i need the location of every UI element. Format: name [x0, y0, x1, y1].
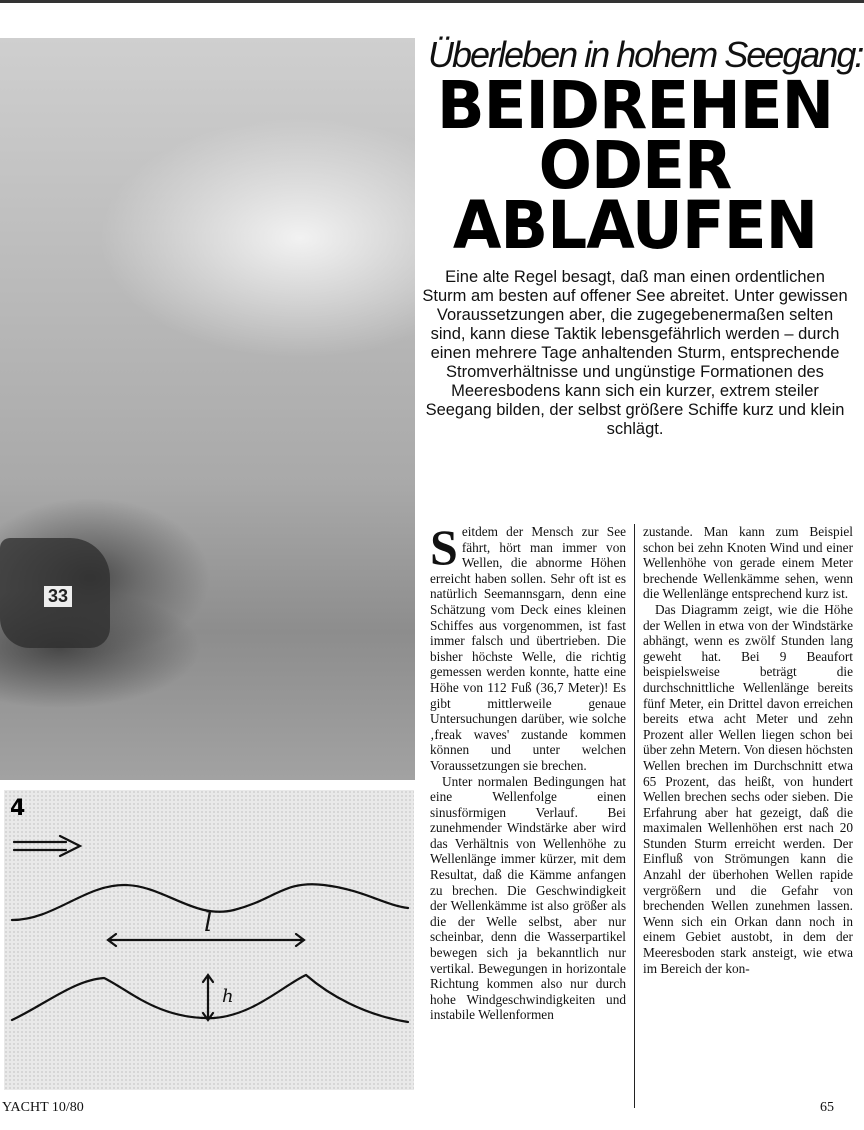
article-text: eitdem der Mensch zur See fährt, hört man immer von Wellen, die abnorme Höhen erreicht haben sollen. Sehr oft ist es natürlich Seemannsgarn, denn eine Schätzung vom Deck eines kleinen Schiffes aus vorgenommen, ist fast immer falsch und übertrieben. Die bisher höchste Welle, die richtig gemessen werden konnte, hatte eine Höhe von 112 Fuß (36,7 Meter)! Es gibt mittlerweile genaue Untersuchungen darüber, wie solche ‚freak waves' zustande kommen können und unter welchen Voraussetzungen sie brechen.: [430, 524, 626, 773]
kicker: Überleben in hohem Seegang:: [428, 34, 863, 75]
intro-paragraph: Eine alte Regel besagt, daß man einen ordentlichen Sturm am besten auf offener See abreitet. Unter gewissen Voraussetzungen aber, die zugegebenermaßen selten sind, kann diese Taktik lebensgefährlich werden – durch einen mehrere Tage anhaltenden Sturm, entsprechende Stromverhältnisse und ungünstige Formationen des Meeresbodens kann sich ein kurzer, extrem steiler Seegang bilden, der selbst größere Schiffe kurz und klein schlägt.: [422, 268, 848, 438]
article-column-2: [643, 524, 853, 976]
wave-diagram: [4, 790, 414, 1090]
article-paragraph: [430, 519, 626, 774]
height-label: h: [222, 986, 234, 1007]
article-paragraph: zustande. Man kann zum Beispiel schon bei zehn Knoten Wind und einer Wellenhöhe von gerade einem Meter brechende Wellenkämme sehen, wenn die Wellenlänge entsprechend kurz ist.: [643, 524, 853, 602]
wind-arrow-icon: [14, 836, 80, 856]
intro-text: [422, 268, 848, 439]
drop-cap: S: [430, 519, 458, 575]
wavelength-label: l: [204, 908, 213, 938]
column-divider: [634, 524, 635, 1108]
storm-sea-photo: [0, 38, 415, 780]
headline-line-1: BEIDREHEN: [436, 67, 834, 144]
headline-line-3: ABLAUFEN: [452, 187, 818, 264]
top-rule: [0, 0, 864, 3]
footer-magazine: YACHT 10/80: [2, 1100, 84, 1115]
breaking-wave: [12, 975, 408, 1022]
article-paragraph: Unter normalen Bedingungen hat eine Wellenfolge einen sinusförmigen Verlauf. Bei zunehmender Windstärke aber wird das Verhältnis von Wellenhöhe zu Wellenlänge immer kürzer, mit dem Resultat, daß die Kämme anfangen zu brechen. Die Geschwindigkeit der Wellenkämme ist also größer als die der Welle selbst, aber nur scheinbar, denn die Wasserpartikel bewegen sich ja bekanntlich nur vertikal. Bewegungen in horizontale Richtung kommen also nur durch hohe Windgeschwindigkeiten und instabile Wellenformen: [430, 773, 626, 1023]
article-paragraph: Das Diagramm zeigt, wie die Höhe der Wellen in etwa von der Windstärke abhängt, wenn es zwölf Stunden lang geweht hat. Bei 9 Beaufort beispielsweise beträgt die durchschnittliche Wellenlänge bereits fünf Meter, ein Drittel davon erreichen bereits etwa acht Meter und zehn Prozent aller Wellen liegen schon bei über zehn Metern. Von diesen höchsten Wellen brechen im Durchschnitt etwa 65 Prozent, das heißt, von hundert Wellen brechen sechs oder sieben. Die Erfahrung aber hat gezeigt, daß die maximalen Wellenhöhen erst nach 20 Stunden Sturm erreicht werden. Der Einfluß von Strömungen kann die Anzahl der überhohen Wellen rapide vergrößern und die Gefahr von brechenden Wellen zunehmen lassen. Wenn sich ein Orkan dann noch in einem Gebiet austobt, in dem der Meeresboden stark ansteigt, wie etwa im Bereich der kon-: [643, 601, 853, 976]
headline-line-2: ODER: [538, 127, 732, 204]
figure-number: 4: [10, 796, 26, 821]
wave-diagram-svg: [4, 790, 414, 1090]
height-arrow: [203, 975, 213, 1020]
boat-number: 33: [44, 586, 72, 607]
headline: [420, 67, 850, 264]
article-column-1: [430, 519, 626, 1023]
page-number: 65: [820, 1100, 834, 1115]
